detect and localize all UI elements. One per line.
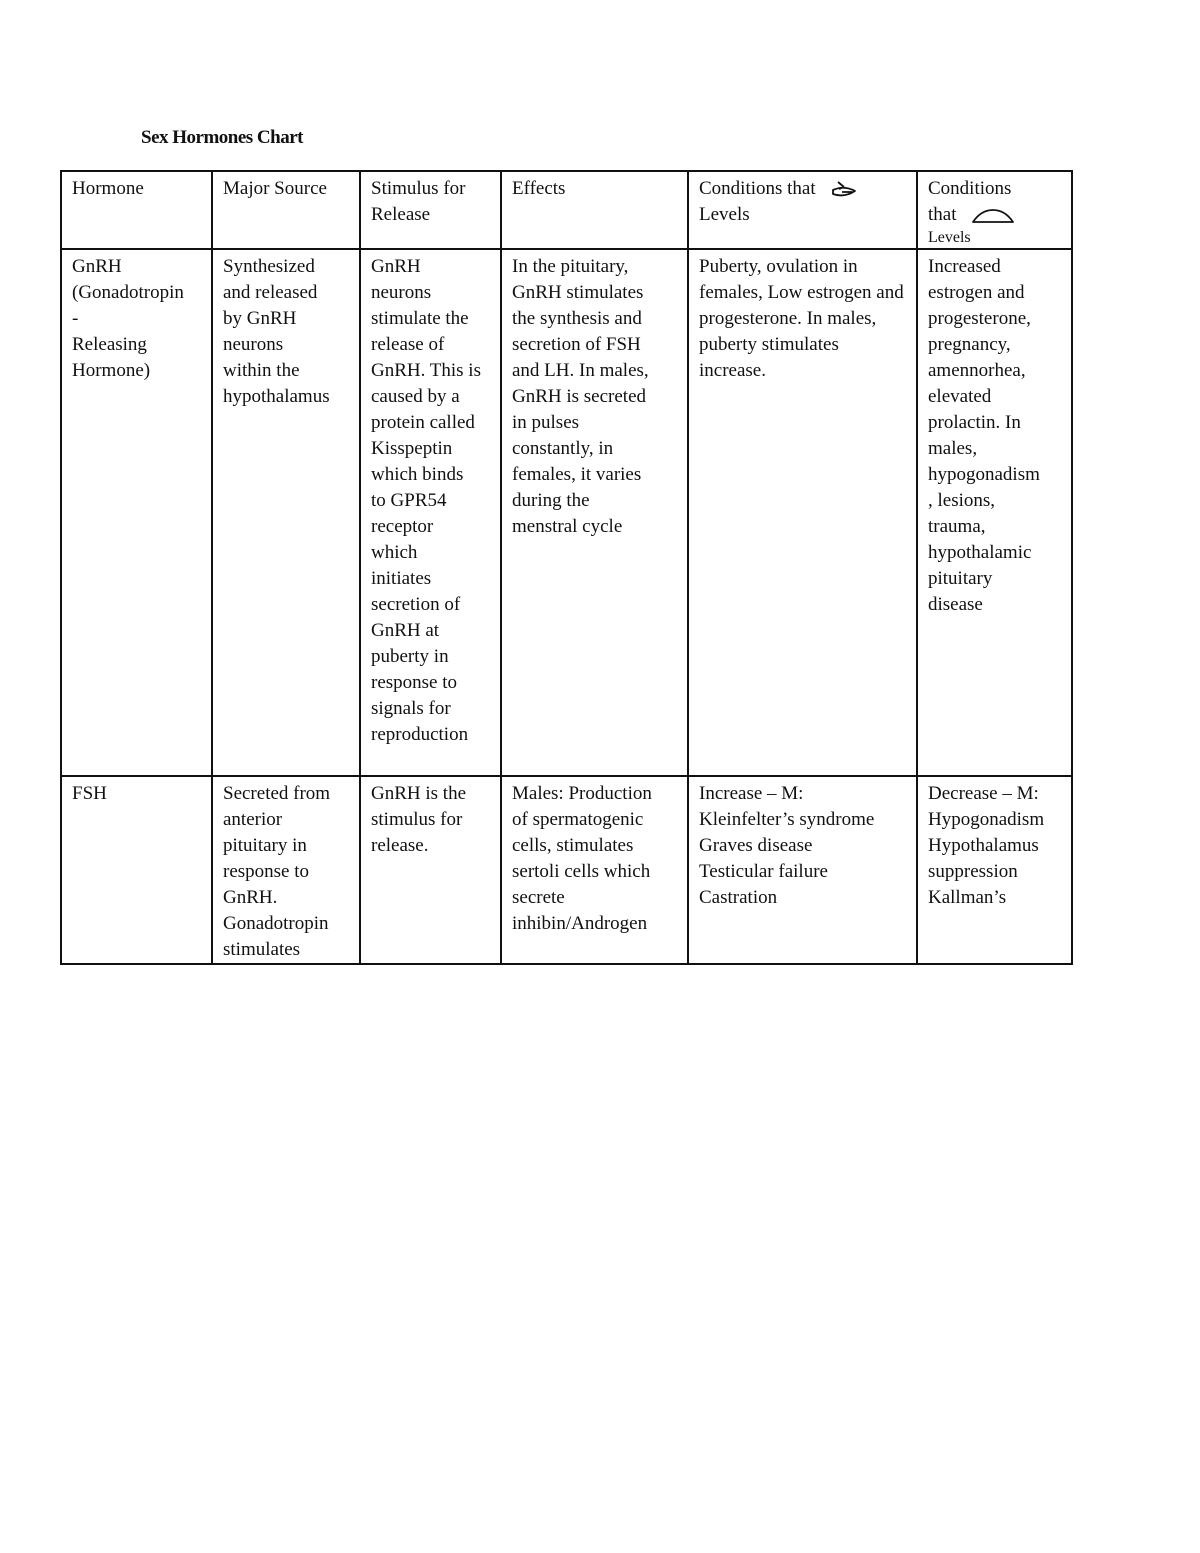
cell-stimulus <box>360 776 501 964</box>
cell-effects-text: In the pituitary, GnRH stimulates the synthesis and secretion of FSH and LH. In males, GnRH is secreted in pulses constantly, in females, it varies during the menstral cycle <box>512 256 649 537</box>
header-major-source <box>212 171 360 249</box>
header-stimulus-label: Stimulus for Release <box>371 178 466 225</box>
table-header-row <box>61 171 1072 249</box>
cell-conditions-decrease-text: Puberty, ovulation in females, Low estrogen and progesterone. In males, puberty stimulates increase. <box>699 256 904 381</box>
cell-effects <box>501 776 688 964</box>
cell-conditions-increase-text: Increased estrogen and progesterone, pregnancy, amennorhea, elevated prolactin. In males, hypogonadism , lesions, trauma, hypothalamic pituitary disease <box>928 256 1040 615</box>
header-conditions-increase <box>917 171 1072 249</box>
cell-major-source-text: Synthesized and released by GnRH neurons within the hypothalamus <box>223 256 330 407</box>
cell-stimulus-text: GnRH is the stimulus for release. <box>371 783 466 856</box>
header-effects-label: Effects <box>512 178 566 199</box>
cell-major-source-text: Secreted from anterior pituitary in response to GnRH. Gonadotropin stimulates <box>223 783 331 960</box>
cell-stimulus <box>360 249 501 776</box>
header-conditions-decrease-label: Conditions that <box>699 178 816 199</box>
cell-hormone <box>61 249 212 776</box>
header-effects <box>501 171 688 249</box>
header-hormone <box>61 171 212 249</box>
cell-hormone <box>61 776 212 964</box>
header-conditions-decrease-levels: Levels <box>699 204 750 225</box>
header-conditions-increase-levels: Levels <box>928 229 971 246</box>
header-major-source-label: Major Source <box>223 178 327 199</box>
header-hormone-label: Hormone <box>72 178 144 199</box>
cell-effects-text: Males: Production of spermatogenic cells, stimulates sertoli cells which secrete inhibin/Androgen <box>512 783 652 934</box>
header-stimulus <box>360 171 501 249</box>
cell-major-source <box>212 776 360 964</box>
cell-conditions-increase <box>917 776 1072 964</box>
header-conditions-decrease <box>688 171 917 249</box>
down-arrow-icon <box>830 181 858 199</box>
cell-conditions-decrease-text: Increase – M: Kleinfelter’s syndrome Graves disease Testicular failure Castration <box>699 783 875 908</box>
cell-conditions-decrease <box>688 249 917 776</box>
cell-stimulus-text: GnRH neurons stimulate the release of GnRH. This is caused by a protein called Kisspeptin which binds to GPR54 receptor which initiates secretion of GnRH at puberty in response to signals for reproduction <box>371 256 481 745</box>
header-conditions-increase-label: Conditions that <box>928 178 1012 225</box>
cell-hormone-text: GnRH (Gonadotropin - Releasing Hormone) <box>72 256 184 381</box>
cell-conditions-increase-text: Decrease – M: Hypogonadism Hypothalamus suppression Kallman’s <box>928 783 1045 908</box>
document-title: Sex Hormones Chart <box>141 127 303 148</box>
table-row <box>61 249 1072 776</box>
cell-hormone-text: FSH <box>72 783 107 804</box>
up-arrow-icon <box>971 208 1015 224</box>
hormones-table <box>60 170 1073 965</box>
cell-major-source <box>212 249 360 776</box>
table-row <box>61 776 1072 964</box>
cell-conditions-decrease <box>688 776 917 964</box>
cell-effects <box>501 249 688 776</box>
cell-conditions-increase <box>917 249 1072 776</box>
